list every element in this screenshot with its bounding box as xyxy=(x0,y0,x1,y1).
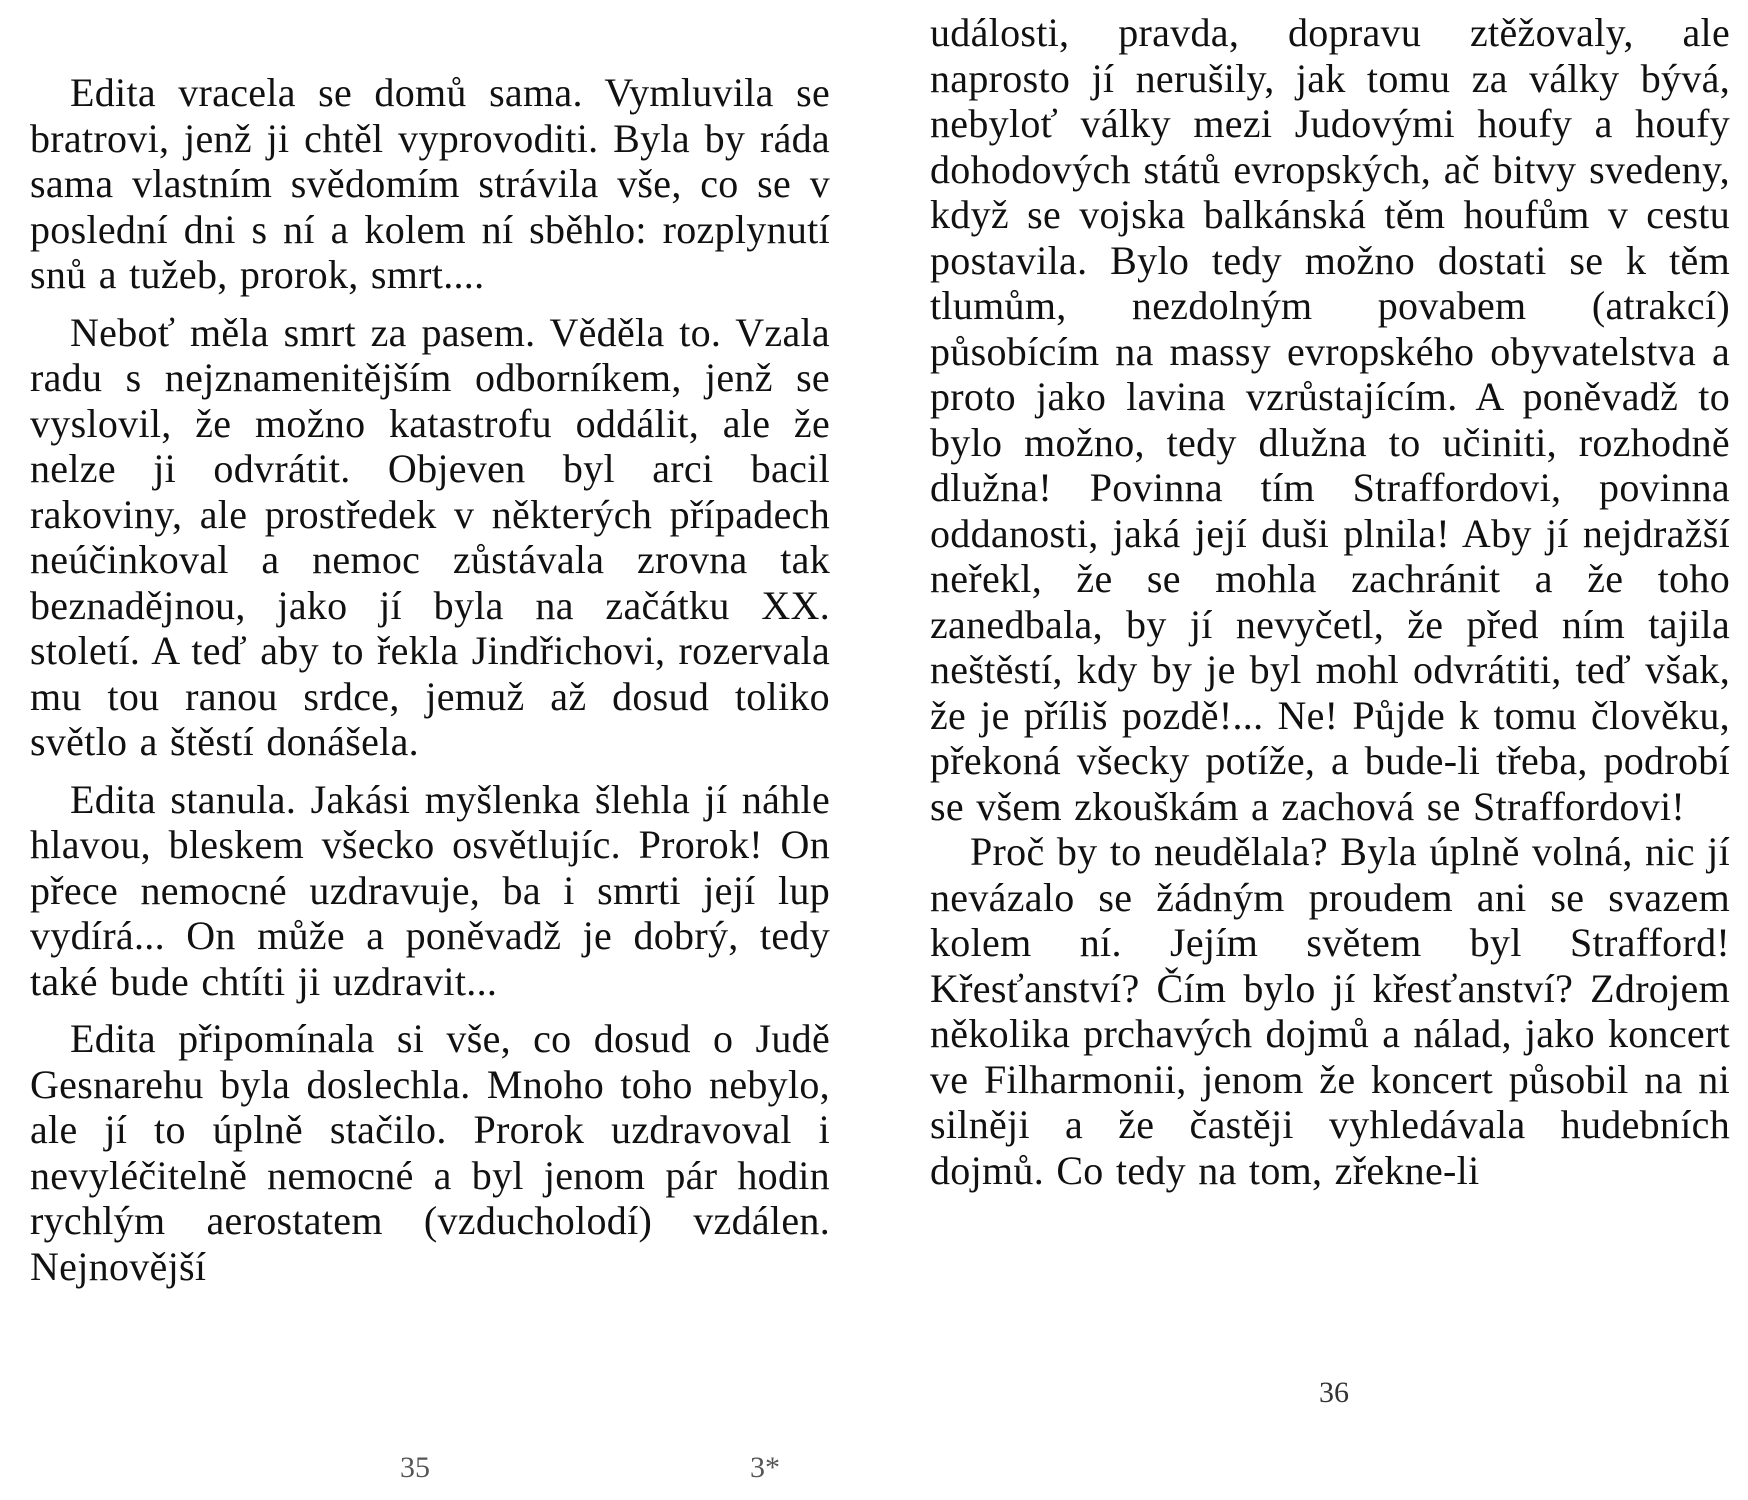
left-page-text xyxy=(30,70,830,1289)
right-page xyxy=(874,0,1748,1500)
paragraph: Proč by to neudělala? Byla úplně volná, nic jí nevázalo se žádným proudem ani se svazem kolem ní. Jejím světem byl Strafford! Křesťanství? Čím bylo jí křesťanství? Zdrojem několika prchavých dojmů a nálad, jako koncert ve Filharmonii, jenom že koncert působil na ni silněji a že častěji vyhledávala hudebních dojmů. Co tedy na tom, zřekne-li xyxy=(930,829,1730,1193)
page-number: 36 xyxy=(1319,1376,1349,1409)
paragraph: události, pravda, dopravu ztěžovaly, ale naprosto jí nerušily, jak tomu za války bývá, nebyloť války mezi Judovými houfy a houfy dohodových států evropských, ač bitvy svedeny, když se vojska balkánská těm houfům v cestu postavila. Bylo tedy možno dostati se k těm tlumům, nezdolným povabem (atrakcí) působícím na massy evropského obyvatelstva a proto jako lavina vzrůstajícím. A poněvadž to bylo možno, tedy dlužna to učiniti, rozhodně dlužna! Povinna tím Straffordovi, povinna oddanosti, jaká její duši plnila! Aby jí nejdražší neřekl, že se mohla zachránit a že toho zanedbala, by jí nevyčetl, že před ním tajila neštěstí, kdy by je byl mohl odvrátiti, teď však, že je příliš pozdě!... Ne! Půjde k tomu člověku, překoná všecky potíže, a bude-li třeba, podrobí se všem zkouškám a zachová se Straffordovi! xyxy=(930,10,1730,829)
paragraph: Neboť měla smrt za pasem. Věděla to. Vzala radu s nejznamenitějším odborníkem, jenž se vyslovil, že možno katastrofu oddálit, ale že nelze ji odvrátit. Objeven byl arci bacil rakoviny, ale prostředek v některých případech neúčinkoval a nemoc zůstávala zrovna tak beznadějnou, jako jí byla na začátku XX. století. A teď aby to řekla Jindřichovi, rozervala mu tou ranou srdce, jemuž až dosud toliko světlo a štěstí donášela. xyxy=(30,309,830,764)
paragraph: Edita vracela se domů sama. Vymluvila se bratrovi, jenž ji chtěl vyprovoditi. Byla by ráda sama vlastním svědomím strávila vše, co se v poslední dni s ní a kolem ní sběhlo: rozplynutí snů a tužeb, prorok, smrt.... xyxy=(30,70,830,297)
paragraph: Edita připomínala si vše, co dosud o Judě Gesnarehu byla doslechla. Mnoho toho nebylo, ale jí to úplně stačilo. Prorok uzdravoval i nevyléčitelně nemocné a byl jenom pár hodin rychlým aerostatem (vzducholodí) vzdálen. Nejnovější xyxy=(30,1016,830,1289)
signature-mark: 3* xyxy=(750,1451,780,1484)
right-page-text xyxy=(930,10,1730,1193)
page-number: 35 xyxy=(400,1451,430,1484)
paragraph: Edita stanula. Jakási myšlenka šlehla jí náhle hlavou, bleskem všecko osvětlujíc. Prorok! On přece nemocné uzdravuje, ba i smrti její lup vydírá... On může a poněvadž je dobrý, tedy také bude chtíti ji uzdravit... xyxy=(30,776,830,1004)
